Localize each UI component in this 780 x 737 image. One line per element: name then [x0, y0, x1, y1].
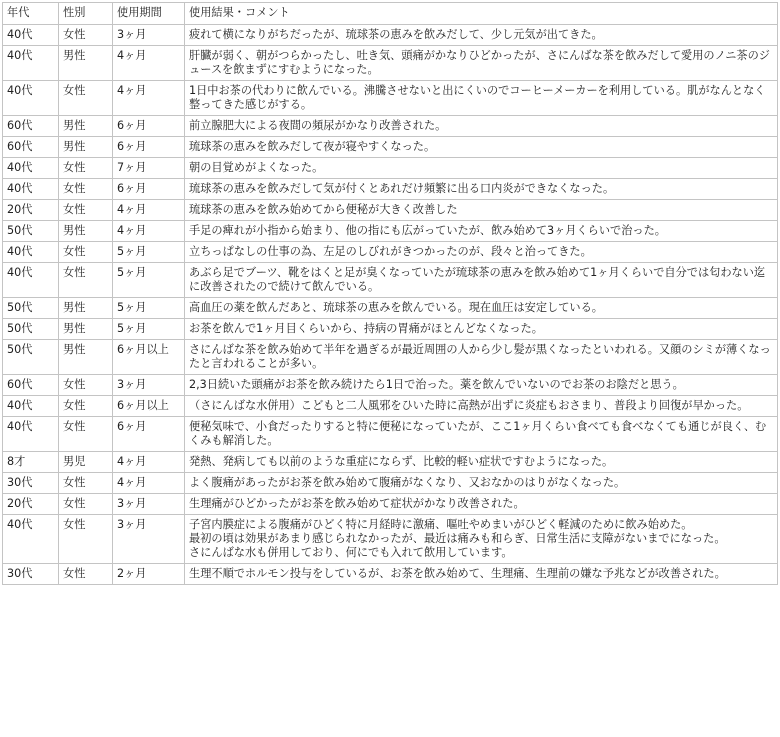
- gender-cell: 女性: [59, 473, 113, 494]
- table-row: [3, 137, 778, 158]
- table-row: [3, 242, 778, 263]
- comment-cell: 子宮内膜症による腹痛がひどく特に月経時に激痛、嘔吐やめまいがひどく軽減のために飲み始めた。 最初の頃は効果があまり感じられなかったが、最近は痛みも和らぎ、日常生活に支障がないまでになった。 さにんばな水も併用しており、何にでも入れて飲用しています。: [185, 515, 778, 564]
- comment-cell: （さにんばな水併用）こどもと二人風邪をひいた時に高熱が出ずに炎症もおさまり、普段より回復が早かった。: [185, 396, 778, 417]
- table-row: [3, 46, 778, 81]
- age-cell: 30代: [3, 473, 59, 494]
- table-row: [3, 179, 778, 200]
- comment-cell: よく腹痛があったがお茶を飲み始めて腹痛がなくなり、又おなかのはりがなくなった。: [185, 473, 778, 494]
- header-row: [3, 3, 778, 25]
- comment-cell: 発熱、発病しても以前のような重症にならず、比較的軽い症状ですむようになった。: [185, 452, 778, 473]
- gender-cell: 女性: [59, 375, 113, 396]
- table-row: [3, 221, 778, 242]
- comment-cell: 手足の痺れが小指から始まり、他の指にも広がっていたが、飲み始めて3ヶ月くらいで治った。: [185, 221, 778, 242]
- gender-cell: 男性: [59, 340, 113, 375]
- period-cell: 3ヶ月: [113, 25, 185, 46]
- gender-cell: 女性: [59, 417, 113, 452]
- period-cell: 3ヶ月: [113, 494, 185, 515]
- header-age: 年代: [3, 3, 59, 25]
- comment-cell: 朝の目覚めがよくなった。: [185, 158, 778, 179]
- age-cell: 50代: [3, 298, 59, 319]
- age-cell: 60代: [3, 137, 59, 158]
- age-cell: 40代: [3, 396, 59, 417]
- gender-cell: 女性: [59, 263, 113, 298]
- period-cell: 6ヶ月: [113, 417, 185, 452]
- comment-cell: 琉球茶の恵みを飲みだして気が付くとあれだけ頻繁に出る口内炎ができなくなった。: [185, 179, 778, 200]
- period-cell: 5ヶ月: [113, 242, 185, 263]
- gender-cell: 男性: [59, 137, 113, 158]
- gender-cell: 男児: [59, 452, 113, 473]
- period-cell: 7ヶ月: [113, 158, 185, 179]
- gender-cell: 女性: [59, 515, 113, 564]
- age-cell: 40代: [3, 515, 59, 564]
- comment-cell: 前立腺肥大による夜間の頻尿がかなり改善された。: [185, 116, 778, 137]
- age-cell: 20代: [3, 200, 59, 221]
- testimonials-table: [2, 2, 778, 585]
- gender-cell: 女性: [59, 158, 113, 179]
- age-cell: 30代: [3, 564, 59, 585]
- comment-cell: 2,3日続いた頭痛がお茶を飲み続けたら1日で治った。薬を飲んでいないのでお茶のお陰だと思う。: [185, 375, 778, 396]
- comment-cell: 便秘気味で、小食だったりすると特に便秘になっていたが、ここ1ヶ月くらい食べても食べなくても通じが良く、むくみも解消した。: [185, 417, 778, 452]
- table-row: [3, 473, 778, 494]
- gender-cell: 女性: [59, 200, 113, 221]
- comment-cell: 立ちっぱなしの仕事の為、左足のしびれがきつかったのが、段々と治ってきた。: [185, 242, 778, 263]
- gender-cell: 女性: [59, 179, 113, 200]
- header-gender: 性別: [59, 3, 113, 25]
- gender-cell: 女性: [59, 242, 113, 263]
- table-row: [3, 319, 778, 340]
- gender-cell: 男性: [59, 116, 113, 137]
- period-cell: 6ヶ月: [113, 137, 185, 158]
- age-cell: 60代: [3, 116, 59, 137]
- comment-cell: 琉球茶の恵みを飲みだして夜が寝やすくなった。: [185, 137, 778, 158]
- comment-cell: 生理痛がひどかったがお茶を飲み始めて症状がかなり改善された。: [185, 494, 778, 515]
- age-cell: 50代: [3, 340, 59, 375]
- period-cell: 6ヶ月: [113, 116, 185, 137]
- period-cell: 3ヶ月: [113, 515, 185, 564]
- age-cell: 40代: [3, 263, 59, 298]
- age-cell: 40代: [3, 25, 59, 46]
- comment-cell: あぶら足でブーツ、靴をはくと足が臭くなっていたが琉球茶の恵みを飲み始めて1ヶ月くらいで自分では匂わない迄に改善されたので続けて飲んでいる。: [185, 263, 778, 298]
- table-row: [3, 340, 778, 375]
- age-cell: 40代: [3, 46, 59, 81]
- gender-cell: 女性: [59, 564, 113, 585]
- comment-cell: さにんばな茶を飲み始めて半年を過ぎるが最近周囲の人から少し髪が黒くなったといわれる。又顔のシミが薄くなったと言われることが多い。: [185, 340, 778, 375]
- age-cell: 40代: [3, 81, 59, 116]
- period-cell: 6ヶ月以上: [113, 340, 185, 375]
- period-cell: 4ヶ月: [113, 200, 185, 221]
- comment-cell: お茶を飲んで1ヶ月目くらいから、持病の胃痛がほとんどなくなった。: [185, 319, 778, 340]
- age-cell: 8才: [3, 452, 59, 473]
- table-row: [3, 515, 778, 564]
- table-row: [3, 25, 778, 46]
- period-cell: 6ヶ月: [113, 179, 185, 200]
- age-cell: 60代: [3, 375, 59, 396]
- gender-cell: 男性: [59, 319, 113, 340]
- table-row: [3, 263, 778, 298]
- table-row: [3, 81, 778, 116]
- period-cell: 4ヶ月: [113, 46, 185, 81]
- table-row: [3, 158, 778, 179]
- table-row: [3, 494, 778, 515]
- table-row: [3, 116, 778, 137]
- age-cell: 50代: [3, 221, 59, 242]
- table-row: [3, 200, 778, 221]
- table-row: [3, 375, 778, 396]
- comment-cell: 生理不順でホルモン投与をしているが、お茶を飲み始めて、生理痛、生理前の嫌な予兆などが改善された。: [185, 564, 778, 585]
- period-cell: 4ヶ月: [113, 81, 185, 116]
- period-cell: 2ヶ月: [113, 564, 185, 585]
- gender-cell: 女性: [59, 81, 113, 116]
- period-cell: 4ヶ月: [113, 473, 185, 494]
- age-cell: 50代: [3, 319, 59, 340]
- age-cell: 20代: [3, 494, 59, 515]
- gender-cell: 男性: [59, 221, 113, 242]
- table-row: [3, 452, 778, 473]
- age-cell: 40代: [3, 179, 59, 200]
- period-cell: 4ヶ月: [113, 221, 185, 242]
- comment-cell: 肝臓が弱く、朝がつらかったし、吐き気、頭痛がかなりひどかったが、さにんばな茶を飲みだして愛用のノニ茶のジュースを飲まずにすむようになった。: [185, 46, 778, 81]
- period-cell: 5ヶ月: [113, 319, 185, 340]
- header-comment: 使用結果・コメント: [185, 3, 778, 25]
- table-row: [3, 564, 778, 585]
- gender-cell: 女性: [59, 25, 113, 46]
- gender-cell: 女性: [59, 396, 113, 417]
- table-row: [3, 396, 778, 417]
- table-row: [3, 417, 778, 452]
- comment-cell: 疲れて横になりがちだったが、琉球茶の恵みを飲みだして、少し元気が出てきた。: [185, 25, 778, 46]
- comment-cell: 琉球茶の恵みを飲み始めてから便秘が大きく改善した: [185, 200, 778, 221]
- period-cell: 6ヶ月以上: [113, 396, 185, 417]
- gender-cell: 男性: [59, 298, 113, 319]
- comment-cell: 高血圧の薬を飲んだあと、琉球茶の恵みを飲んでいる。現在血圧は安定している。: [185, 298, 778, 319]
- period-cell: 3ヶ月: [113, 375, 185, 396]
- age-cell: 40代: [3, 242, 59, 263]
- comment-cell: 1日中お茶の代わりに飲んでいる。沸騰させないと出にくいのでコーヒーメーカーを利用している。肌がなんとなく整ってきた感じがする。: [185, 81, 778, 116]
- period-cell: 4ヶ月: [113, 452, 185, 473]
- table-row: [3, 298, 778, 319]
- age-cell: 40代: [3, 158, 59, 179]
- gender-cell: 男性: [59, 46, 113, 81]
- gender-cell: 女性: [59, 494, 113, 515]
- age-cell: 40代: [3, 417, 59, 452]
- period-cell: 5ヶ月: [113, 263, 185, 298]
- period-cell: 5ヶ月: [113, 298, 185, 319]
- header-period: 使用期間: [113, 3, 185, 25]
